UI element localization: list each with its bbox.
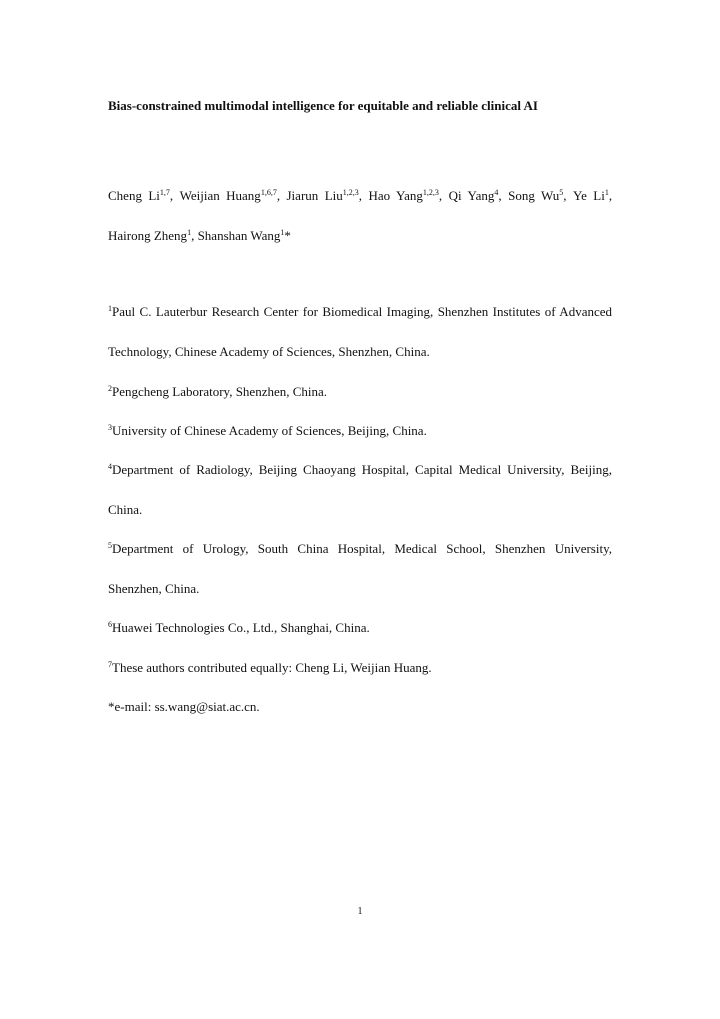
author-name: Hairong Zheng$^1$, (108, 228, 198, 243)
author-affiliation-sup: 4 (494, 188, 499, 197)
affiliation-5: $^5$Department of Urology, South China Hospital, Medical School, Shenzhen University, Shenzhen, China. (108, 541, 612, 596)
affiliation-3: $^3$University of Chinese Academy of Sciences, Beijing, China. (108, 423, 427, 438)
author-affiliation-sup: 1,2,3 (342, 188, 359, 197)
author-name: Hao Yang$^{1,2,3}$, (368, 188, 449, 203)
author-affiliation-sup: 1,2,3 (422, 188, 439, 197)
author-name: Jiarun Liu$^{1,2,3}$, (286, 188, 369, 203)
author-affiliation-sup: 1,6,7 (260, 188, 277, 197)
affiliation-1: $^1$Paul C. Lauterbur Research Center for Biomedical Imaging, Shenzhen Institutes of Advanced Technology, Chinese Academy of Sciences, Shenzhen, China. (108, 304, 612, 359)
author-name: Cheng Li$^{1,7}$, (108, 188, 180, 203)
page-number: 1 (357, 906, 363, 917)
author-name: Qi Yang$^4$, (448, 188, 509, 203)
author-name: Shanshan Wang$^1$* (197, 228, 291, 243)
affiliation-6: $^6$Huawei Technologies Co., Ltd., Shanghai, China. (108, 620, 370, 635)
paper-title: Bias-constrained multimodal intelligence for equitable and reliable clinical AI (108, 98, 538, 113)
author-affiliation-sup: 1 (187, 228, 192, 237)
corresponding-email: *e-mail: ss.wang@siat.ac.cn. (108, 699, 260, 714)
author-name: Ye Li$^1$, (572, 188, 613, 203)
affiliation-2: $^2$Pengcheng Laboratory, Shenzhen, China. (108, 384, 328, 399)
equal-contribution-note: $^7$These authors contributed equally: Cheng Li, Weijian Huang. (108, 660, 432, 675)
author-name: Weijian Huang$^{1,6,7}$, (179, 188, 287, 203)
author-affiliation-sup: 1 (280, 228, 285, 237)
author-list (108, 176, 612, 256)
author-affiliation-sup: 1,7 (159, 188, 170, 197)
author-affiliation-sup: 1 (604, 188, 609, 197)
author-affiliation-sup: 5 (559, 188, 564, 197)
author-name: Song Wu$^5$, (508, 188, 573, 203)
affiliation-4: $^4$Department of Radiology, Beijing Chaoyang Hospital, Capital Medical University, Beijing, China. (108, 462, 612, 517)
